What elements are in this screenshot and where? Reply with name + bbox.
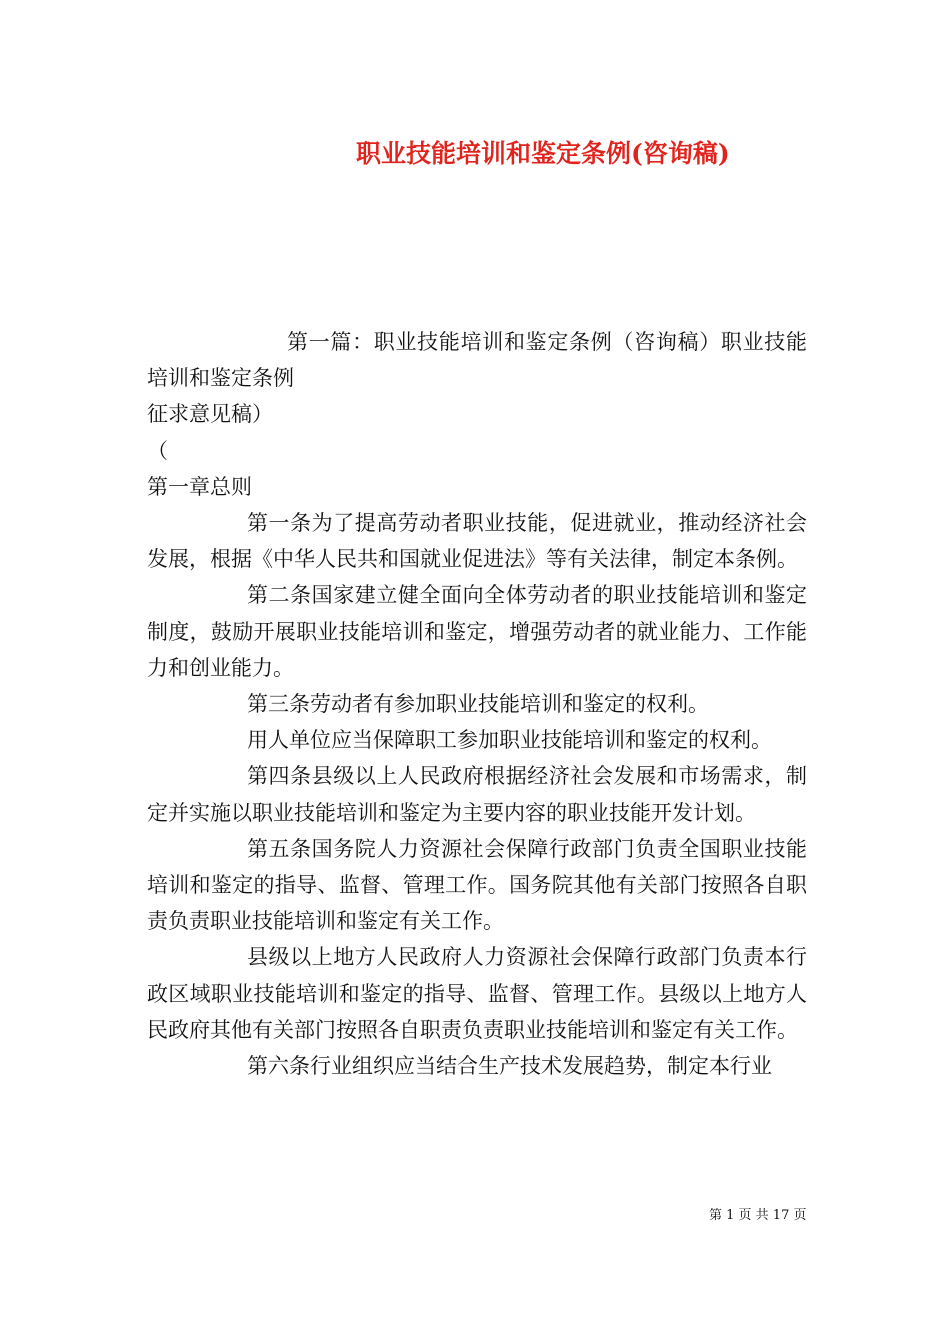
article-6: 第六条行业组织应当结合生产技术发展趋势，制定本行业: [247, 1054, 772, 1079]
paragraph-heading: 第一篇：职业技能培训和鉴定条例（咨询稿）职业技能培训和鉴定条例: [147, 330, 807, 391]
article-3-clause: 用人单位应当保障职工参加职业技能培训和鉴定的权利。: [247, 728, 772, 753]
article-5: 第五条国务院人力资源社会保障行政部门负责全国职业技能培训和鉴定的指导、监督、管理工作。国务院其他有关部门按照各自职责负责职业技能培训和鉴定有关工作。: [147, 836, 807, 934]
chapter-heading: 第一章总则: [147, 474, 252, 499]
article-2: 第二条国家建立健全面向全体劳动者的职业技能培训和鉴定制度，鼓励开展职业技能培训和鉴定，增强劳动者的就业能力、工作能力和创业能力。: [147, 583, 807, 680]
paragraph-subtitle: 征求意见稿）: [147, 402, 273, 427]
document-body: [147, 324, 807, 1084]
article-5-clause: 县级以上地方人民政府人力资源社会保障行政部门负责本行政区域职业技能培训和鉴定的指导、监督、管理工作。县级以上地方人民政府其他有关部门按照各自职责负责职业技能培训和鉴定有关工作。: [147, 945, 807, 1042]
document-title: 职业技能培训和鉴定条例(咨询稿): [356, 139, 730, 168]
article-1: 第一条为了提高劳动者职业技能，促进就业，推动经济社会发展，根据《中华人民共和国就业促进法》等有关法律，制定本条例。: [147, 511, 807, 572]
article-3: 第三条劳动者有参加职业技能培训和鉴定的权利。: [247, 692, 709, 717]
paragraph-bracket: （: [147, 438, 168, 463]
page-number: 第 1 页 共 17 页: [709, 1208, 807, 1223]
article-4: 第四条县级以上人民政府根据经济社会发展和市场需求，制定并实施以职业技能培训和鉴定为主要内容的职业技能开发计划。: [147, 764, 807, 825]
